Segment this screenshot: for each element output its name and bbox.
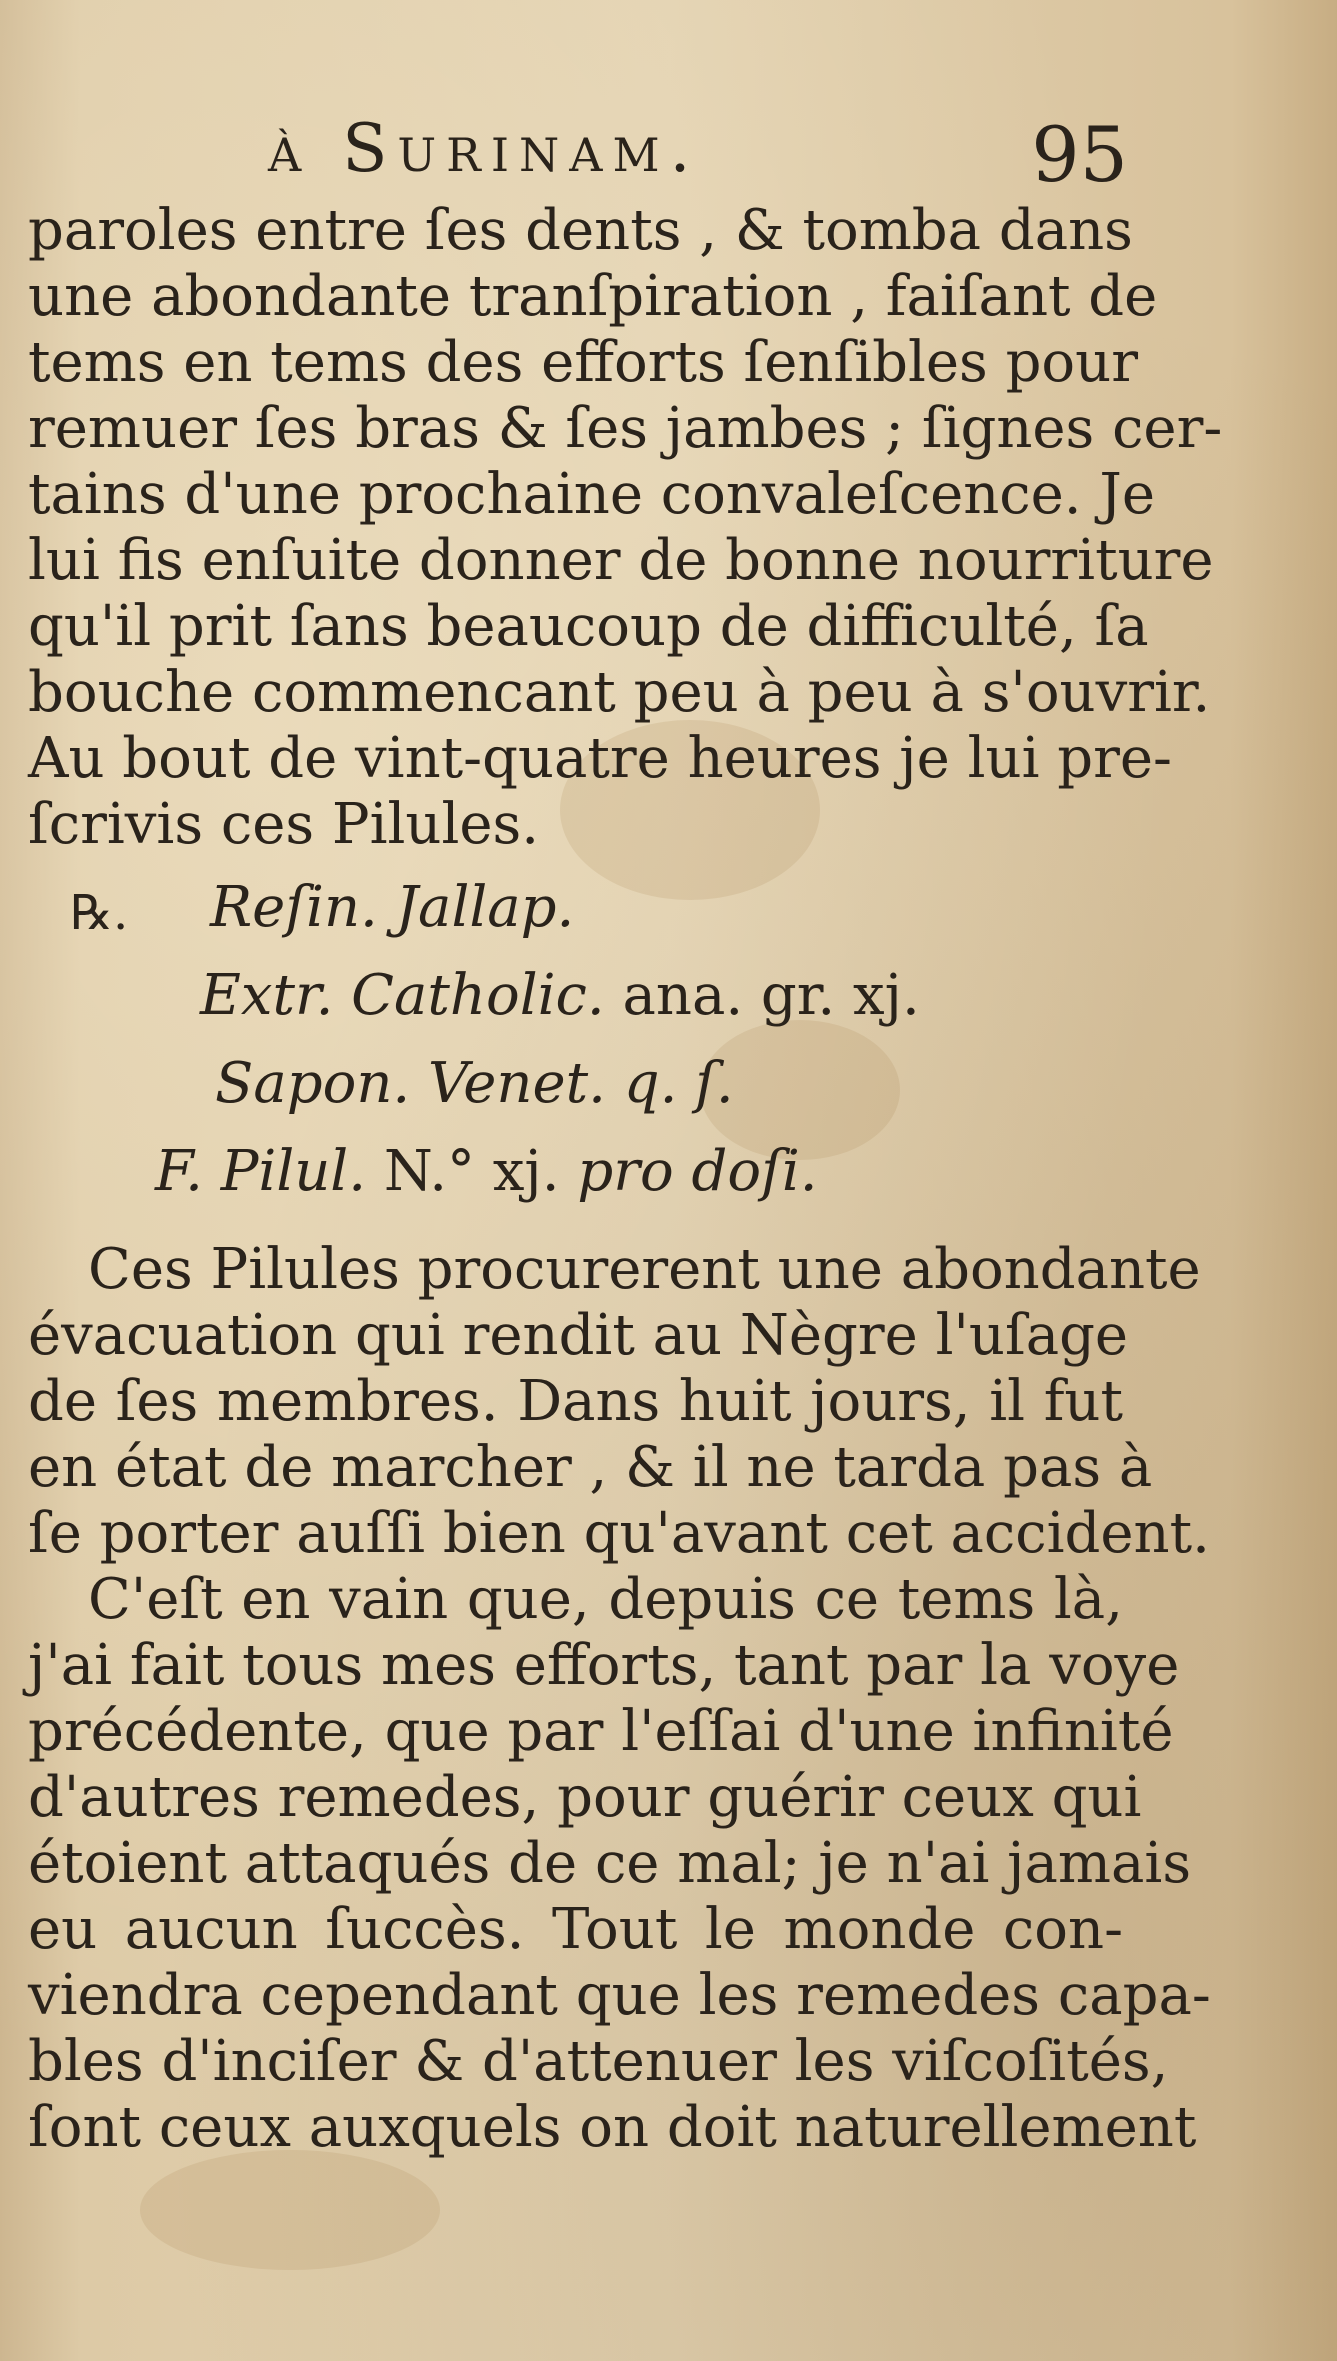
text-line: viendra cependant que les remedes capa- [28, 1963, 1211, 2028]
text-line: une abondante tranſpiration , faiſant de [28, 264, 1158, 329]
text-line: en état de marcher , & il ne tarda pas à [28, 1435, 1153, 1500]
page-number: 95 [1031, 110, 1128, 199]
text-line: évacuation qui rendit au Nègre l'uſage [28, 1303, 1129, 1368]
prescription [70, 875, 1130, 1227]
text-line: de ſes membres. Dans huit jours, il fut [28, 1369, 1123, 1434]
text-line: précédente, que par l'eſſai d'une infinité [28, 1699, 1174, 1764]
text-line: qu'il prit ſans beaucoup de difficulté, ſa [28, 594, 1149, 659]
running-head: à Surinam. [268, 110, 701, 187]
text-line: bouche commencant peu à peu à s'ouvrir. [28, 660, 1211, 725]
paragraph-1 [28, 198, 1223, 858]
instruction: pro doſi. [559, 1139, 818, 1204]
recipe-symbol: ℞. [70, 885, 129, 941]
text-line: paroles entre ſes dents , & tomba dans [28, 198, 1133, 263]
text-line: j'ai fait tous mes efforts, tant par la voye [28, 1633, 1180, 1698]
prescription-line [70, 1139, 1130, 1227]
text-line: ſe porter auſſi bien qu'avant cet accident. [28, 1501, 1210, 1566]
page-header [268, 110, 1128, 200]
text-line: eu aucun ſuccès. Tout le monde con- [28, 1897, 1123, 1962]
paragraph-2 [28, 1237, 1210, 1567]
instruction: F. Pilul. [155, 1139, 367, 1204]
text-line: bles d'inciſer & d'attenuer les viſcoſités, [28, 2029, 1169, 2094]
ingredient-name: Extr. Catholic. [200, 963, 605, 1028]
text-line: étoient attaqués de ce mal; je n'ai jamais [28, 1831, 1192, 1896]
text-line: C'eſt en vain que, depuis ce tems là, [88, 1567, 1123, 1632]
text-line: d'autres remedes, pour guérir ceux qui [28, 1765, 1142, 1830]
prescription-text [215, 1051, 734, 1116]
ingredient-name: Reſin. Jallap. [210, 875, 575, 940]
text-line: remuer ſes bras & ſes jambes ; ſignes cer- [28, 396, 1223, 461]
prescription-text [200, 963, 920, 1028]
prescription-text [210, 875, 574, 940]
prescription-text [155, 1139, 818, 1204]
dosage: ana. gr. xj. [604, 963, 920, 1028]
dosage: N.° xj. [366, 1139, 560, 1204]
text-line: Ces Pilules procurerent une abondante [88, 1237, 1201, 1302]
text-line: lui fis enſuite donner de bonne nourriture [28, 528, 1214, 593]
paragraph-3 [28, 1567, 1211, 2161]
prescription-line [70, 875, 1130, 963]
text-line: ſont ceux auxquels on doit naturellement [28, 2095, 1197, 2160]
text-line: tems en tems des efforts ſenſibles pour [28, 330, 1138, 395]
prescription-line [70, 963, 1130, 1051]
text-line: ſcrivis ces Pilules. [28, 792, 540, 857]
text-line: tains d'une prochaine convaleſcence. Je [28, 462, 1155, 527]
text-line: Au bout de vint-quatre heures je lui pre- [28, 726, 1172, 791]
ingredient-name: Sapon. Venet. q. ſ. [215, 1051, 734, 1116]
paper-stain [140, 2150, 440, 2270]
prescription-line [70, 1051, 1130, 1139]
